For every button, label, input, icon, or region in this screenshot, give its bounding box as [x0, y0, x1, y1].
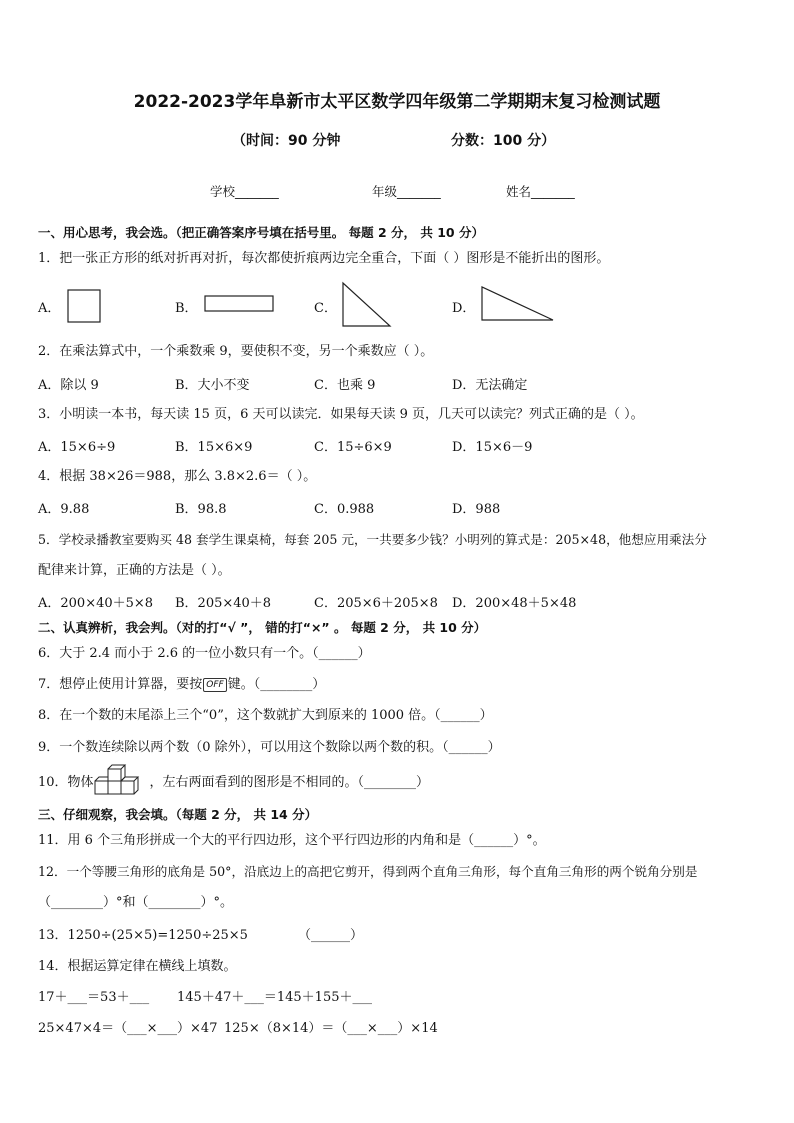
- question-14: 14．根据运算定律在横线上填数。: [38, 959, 237, 974]
- q4-option-c[interactable]: C．0.988: [314, 502, 375, 517]
- question-14-row-1a[interactable]: 17＋___＝53＋___: [38, 990, 150, 1005]
- q5-option-d[interactable]: D．200×48＋5×48: [452, 596, 577, 611]
- question-7-after: 键。（________）: [227, 677, 326, 692]
- q5-option-a[interactable]: A．200×40＋5×8: [38, 596, 154, 611]
- page-title: 2022-2023学年阜新市太平区数学四年级第二学期期末复习检测试题: [133, 92, 661, 112]
- score-label: 分数：100 分）: [451, 133, 556, 149]
- q5-option-c[interactable]: C．205×6＋205×8: [314, 596, 438, 611]
- q4-option-a[interactable]: A．9.88: [38, 502, 90, 517]
- q4-option-b[interactable]: B．98.8: [175, 502, 227, 517]
- rectangle-shape: [203, 294, 275, 314]
- q3-option-c[interactable]: C．15÷6×9: [314, 440, 392, 455]
- section-1-heading: 一、用心思考，我会选。（把正确答案序号填在括号里。 每题 2 分， 共 10 分）: [38, 225, 484, 240]
- q2-option-a[interactable]: A．除以 9: [38, 378, 99, 393]
- right-triangle-tall-shape: [340, 280, 394, 330]
- question-12-line-2: （________）°和（________）°。: [38, 895, 234, 910]
- square-shape: [66, 288, 102, 324]
- grade-field[interactable]: 年级_______: [372, 184, 441, 199]
- question-4: 4．根据 38×26＝988，那么 3.8×2.6＝（ ）。: [38, 469, 317, 484]
- question-11: 11．用 6 个三角形拼成一个大的平行四边形，这个平行四边形的内角和是（______）°。: [38, 833, 546, 848]
- q3-option-d[interactable]: D．15×6－9: [452, 440, 533, 455]
- question-5-line-2: 配律来计算，正确的方法是（ ）。: [38, 563, 231, 578]
- section-2-heading: 二、认真辨析，我会判。（对的打“√ ”， 错的打“×” 。 每题 2 分， 共 10 分）: [38, 620, 487, 635]
- right-triangle-wide-shape: [479, 284, 557, 324]
- off-key-icon: OFF: [203, 678, 226, 692]
- q1-option-b-label[interactable]: B．: [175, 301, 198, 316]
- question-14-row-2b[interactable]: 125×（8×14）＝（___×___）×14: [224, 1021, 438, 1036]
- q2-option-b[interactable]: B．大小不变: [175, 378, 250, 393]
- q4-option-d[interactable]: D．988: [452, 502, 501, 517]
- name-field[interactable]: 姓名_______: [506, 184, 575, 199]
- question-13: 13．1250÷(25×5)=1250÷25×5: [38, 928, 248, 943]
- question-14-row-2a[interactable]: 25×47×4＝（___×___）×47: [38, 1021, 218, 1036]
- question-3: 3．小明读一本书，每天读 15 页，6 天可以读完．如果每天读 9 页，几天可以读完？列式正确的是（ ）。: [38, 407, 644, 422]
- q1-option-a-label[interactable]: A．: [38, 301, 61, 316]
- section-3-heading: 三、仔细观察，我会填。（每题 2 分， 共 14 分）: [38, 807, 318, 822]
- q2-option-d[interactable]: D．无法确定: [452, 378, 528, 393]
- q5-option-b[interactable]: B．205×40＋8: [175, 596, 272, 611]
- question-2: 2．在乘法算式中，一个乘数乘 9，要使积不变，另一个乘数应（ ）。: [38, 344, 434, 359]
- q3-option-b[interactable]: B．15×6×9: [175, 440, 253, 455]
- question-9: 9．一个数连续除以两个数（0 除外），可以用这个数除以两个数的积。（______）: [38, 740, 501, 755]
- question-7-before: 7．想停止使用计算器，要按: [38, 677, 203, 692]
- q1-option-d-label[interactable]: D．: [452, 301, 476, 316]
- question-12-line-1: 12．一个等腰三角形的底角是 50°，沿底边上的高把它剪开，得到两个直角三角形，每个直角三角形的两个锐角分别是: [38, 864, 698, 879]
- q3-option-a[interactable]: A．15×6÷9: [38, 440, 116, 455]
- time-label: （时间：90 分钟: [232, 133, 341, 149]
- question-10-after: ，左右两面看到的图形是不相同的。（________）: [149, 775, 430, 790]
- cube-stack-icon: [91, 764, 149, 798]
- q2-option-c[interactable]: C．也乘 9: [314, 378, 376, 393]
- question-13-blank[interactable]: （______）: [298, 928, 364, 943]
- question-8: 8．在一个数的末尾添上三个“0”，这个数就扩大到原来的 1000 倍。（______）: [38, 708, 493, 723]
- question-14-row-1b[interactable]: 145＋47＋___＝145＋155＋___: [177, 990, 372, 1005]
- question-10-before: 10．物体: [38, 775, 94, 790]
- question-5-line-1: 5．学校录播教室要购买 48 套学生课桌椅，每套 205 元，一共要多少钱？小明列的算式是：205×48，他想应用乘法分: [38, 532, 707, 547]
- q1-option-c-label[interactable]: C．: [314, 301, 337, 316]
- question-6: 6．大于 2.4 而小于 2.6 的一位小数只有一个。（______）: [38, 646, 371, 661]
- question-1: 1．把一张正方形的纸对折再对折，每次都使折痕两边完全重合，下面（ ）图形是不能折出的图形。: [38, 251, 610, 266]
- school-field[interactable]: 学校_______: [210, 184, 279, 199]
- question-7: [38, 675, 325, 695]
